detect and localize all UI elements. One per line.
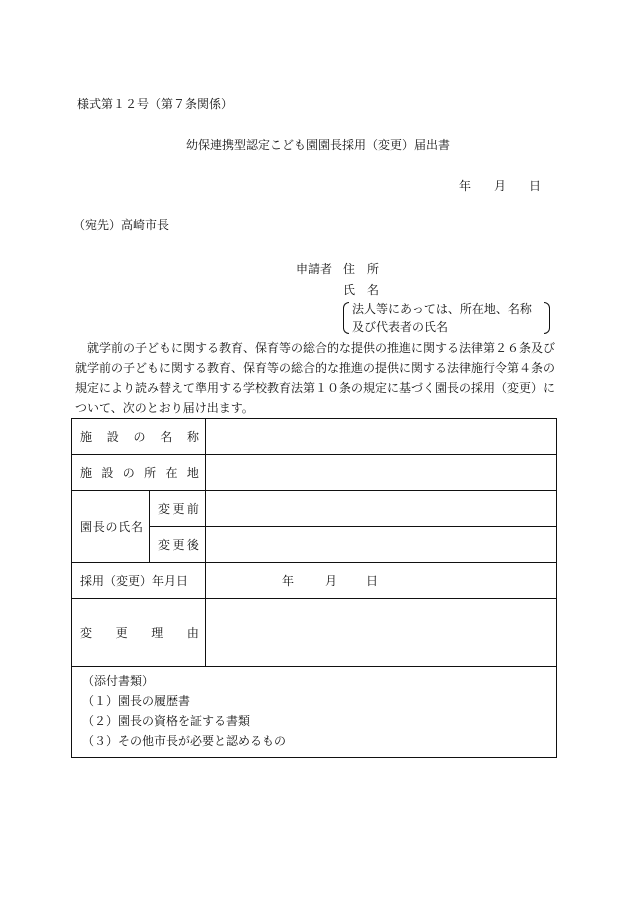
table-row <box>72 491 557 527</box>
attachments-section <box>72 667 557 758</box>
form-number: 様式第１２号（第７条関係） <box>77 97 234 111</box>
applicant-label: 申請者 <box>296 262 333 276</box>
label-char: 更 <box>172 538 185 552</box>
label-char: の <box>122 466 135 480</box>
label-char: 後 <box>186 538 199 552</box>
body-paragraph <box>75 338 557 418</box>
body-line-3: 規定により読み替えて準用する学校教育法第１０条の規定に基づく園長の採用（変更）に <box>75 381 556 395</box>
facility-address-field[interactable] <box>205 455 556 491</box>
hire-day-label: 日 <box>365 574 378 588</box>
label-char: 変 <box>80 626 93 640</box>
corporate-note-line1: 法人等にあっては、所在地、名称 <box>352 302 532 316</box>
label-char: の <box>133 430 146 444</box>
label-char: 所 <box>144 466 157 480</box>
director-name-label <box>72 491 150 563</box>
document-title: 幼保連携型認定こども園園長採用（変更）届出書 <box>186 138 451 152</box>
label-char: 変 <box>157 538 170 552</box>
after-change-label <box>149 527 205 563</box>
facility-address-label <box>72 455 206 491</box>
label-char: 長 <box>92 520 105 534</box>
hire-month-label: 月 <box>324 574 337 588</box>
label-char: 氏 <box>118 520 131 534</box>
before-change-label <box>149 491 205 527</box>
label-char: 設 <box>101 466 114 480</box>
label-char: 称 <box>186 430 199 444</box>
address-label: 住 所 <box>343 262 380 276</box>
form-table <box>71 418 557 758</box>
label-char: 更 <box>115 626 128 640</box>
attachment-item: （１）園長の履歴書 <box>82 694 191 708</box>
body-line-4: ついて、次のとおり届け出ます。 <box>75 401 254 415</box>
attachment-item: （３）その他市長が必要と認めるもの <box>82 734 287 748</box>
date-day-label: 日 <box>529 179 542 193</box>
right-bracket <box>544 302 550 334</box>
label-char: 在 <box>165 466 178 480</box>
date-month-label: 月 <box>494 179 507 193</box>
table-row <box>72 599 557 667</box>
attachments-heading: （添付書類） <box>82 674 155 688</box>
label-char: 施 <box>80 466 93 480</box>
change-reason-label <box>72 599 206 667</box>
body-line-1: 就学前の子どもに関する教育、保育等の総合的な提供の推進に関する法律第２６条及び <box>87 341 556 355</box>
hire-date-field[interactable] <box>205 563 556 599</box>
table-row <box>72 563 557 599</box>
corporate-note-line2: 及び代表者の氏名 <box>352 320 449 334</box>
facility-name-label <box>72 419 206 455</box>
label-char: 前 <box>186 502 199 516</box>
label-char: 設 <box>106 430 119 444</box>
table-row <box>72 455 557 491</box>
label-char: 変 <box>157 502 170 516</box>
label-char: 理 <box>151 626 164 640</box>
body-line-2: 就学前の子どもに関する教育、保育等の総合的な推進の提供に関する法律施行令第４条の <box>75 361 556 375</box>
label-char: 名 <box>160 430 173 444</box>
label-char: の <box>105 520 118 534</box>
attachment-item: （２）園長の資格を証する書類 <box>82 714 251 728</box>
hire-date-label: 採用（変更）年月日 <box>72 563 206 599</box>
hire-year-label: 年 <box>281 574 294 588</box>
change-reason-field[interactable] <box>205 599 556 667</box>
name-label: 氏 名 <box>343 283 380 297</box>
label-char: 名 <box>130 520 143 534</box>
label-char: 由 <box>186 626 199 640</box>
label-char: 地 <box>186 466 199 480</box>
director-before-field[interactable] <box>205 491 556 527</box>
table-row <box>72 667 557 758</box>
addressee: （宛先）高崎市長 <box>73 218 170 232</box>
date-year-label: 年 <box>459 179 472 193</box>
left-bracket <box>343 302 349 334</box>
label-char: 園 <box>80 520 93 534</box>
label-char: 施 <box>80 430 93 444</box>
facility-name-field[interactable] <box>205 419 556 455</box>
table-row <box>72 419 557 455</box>
label-char: 更 <box>172 502 185 516</box>
director-after-field[interactable] <box>205 527 556 563</box>
